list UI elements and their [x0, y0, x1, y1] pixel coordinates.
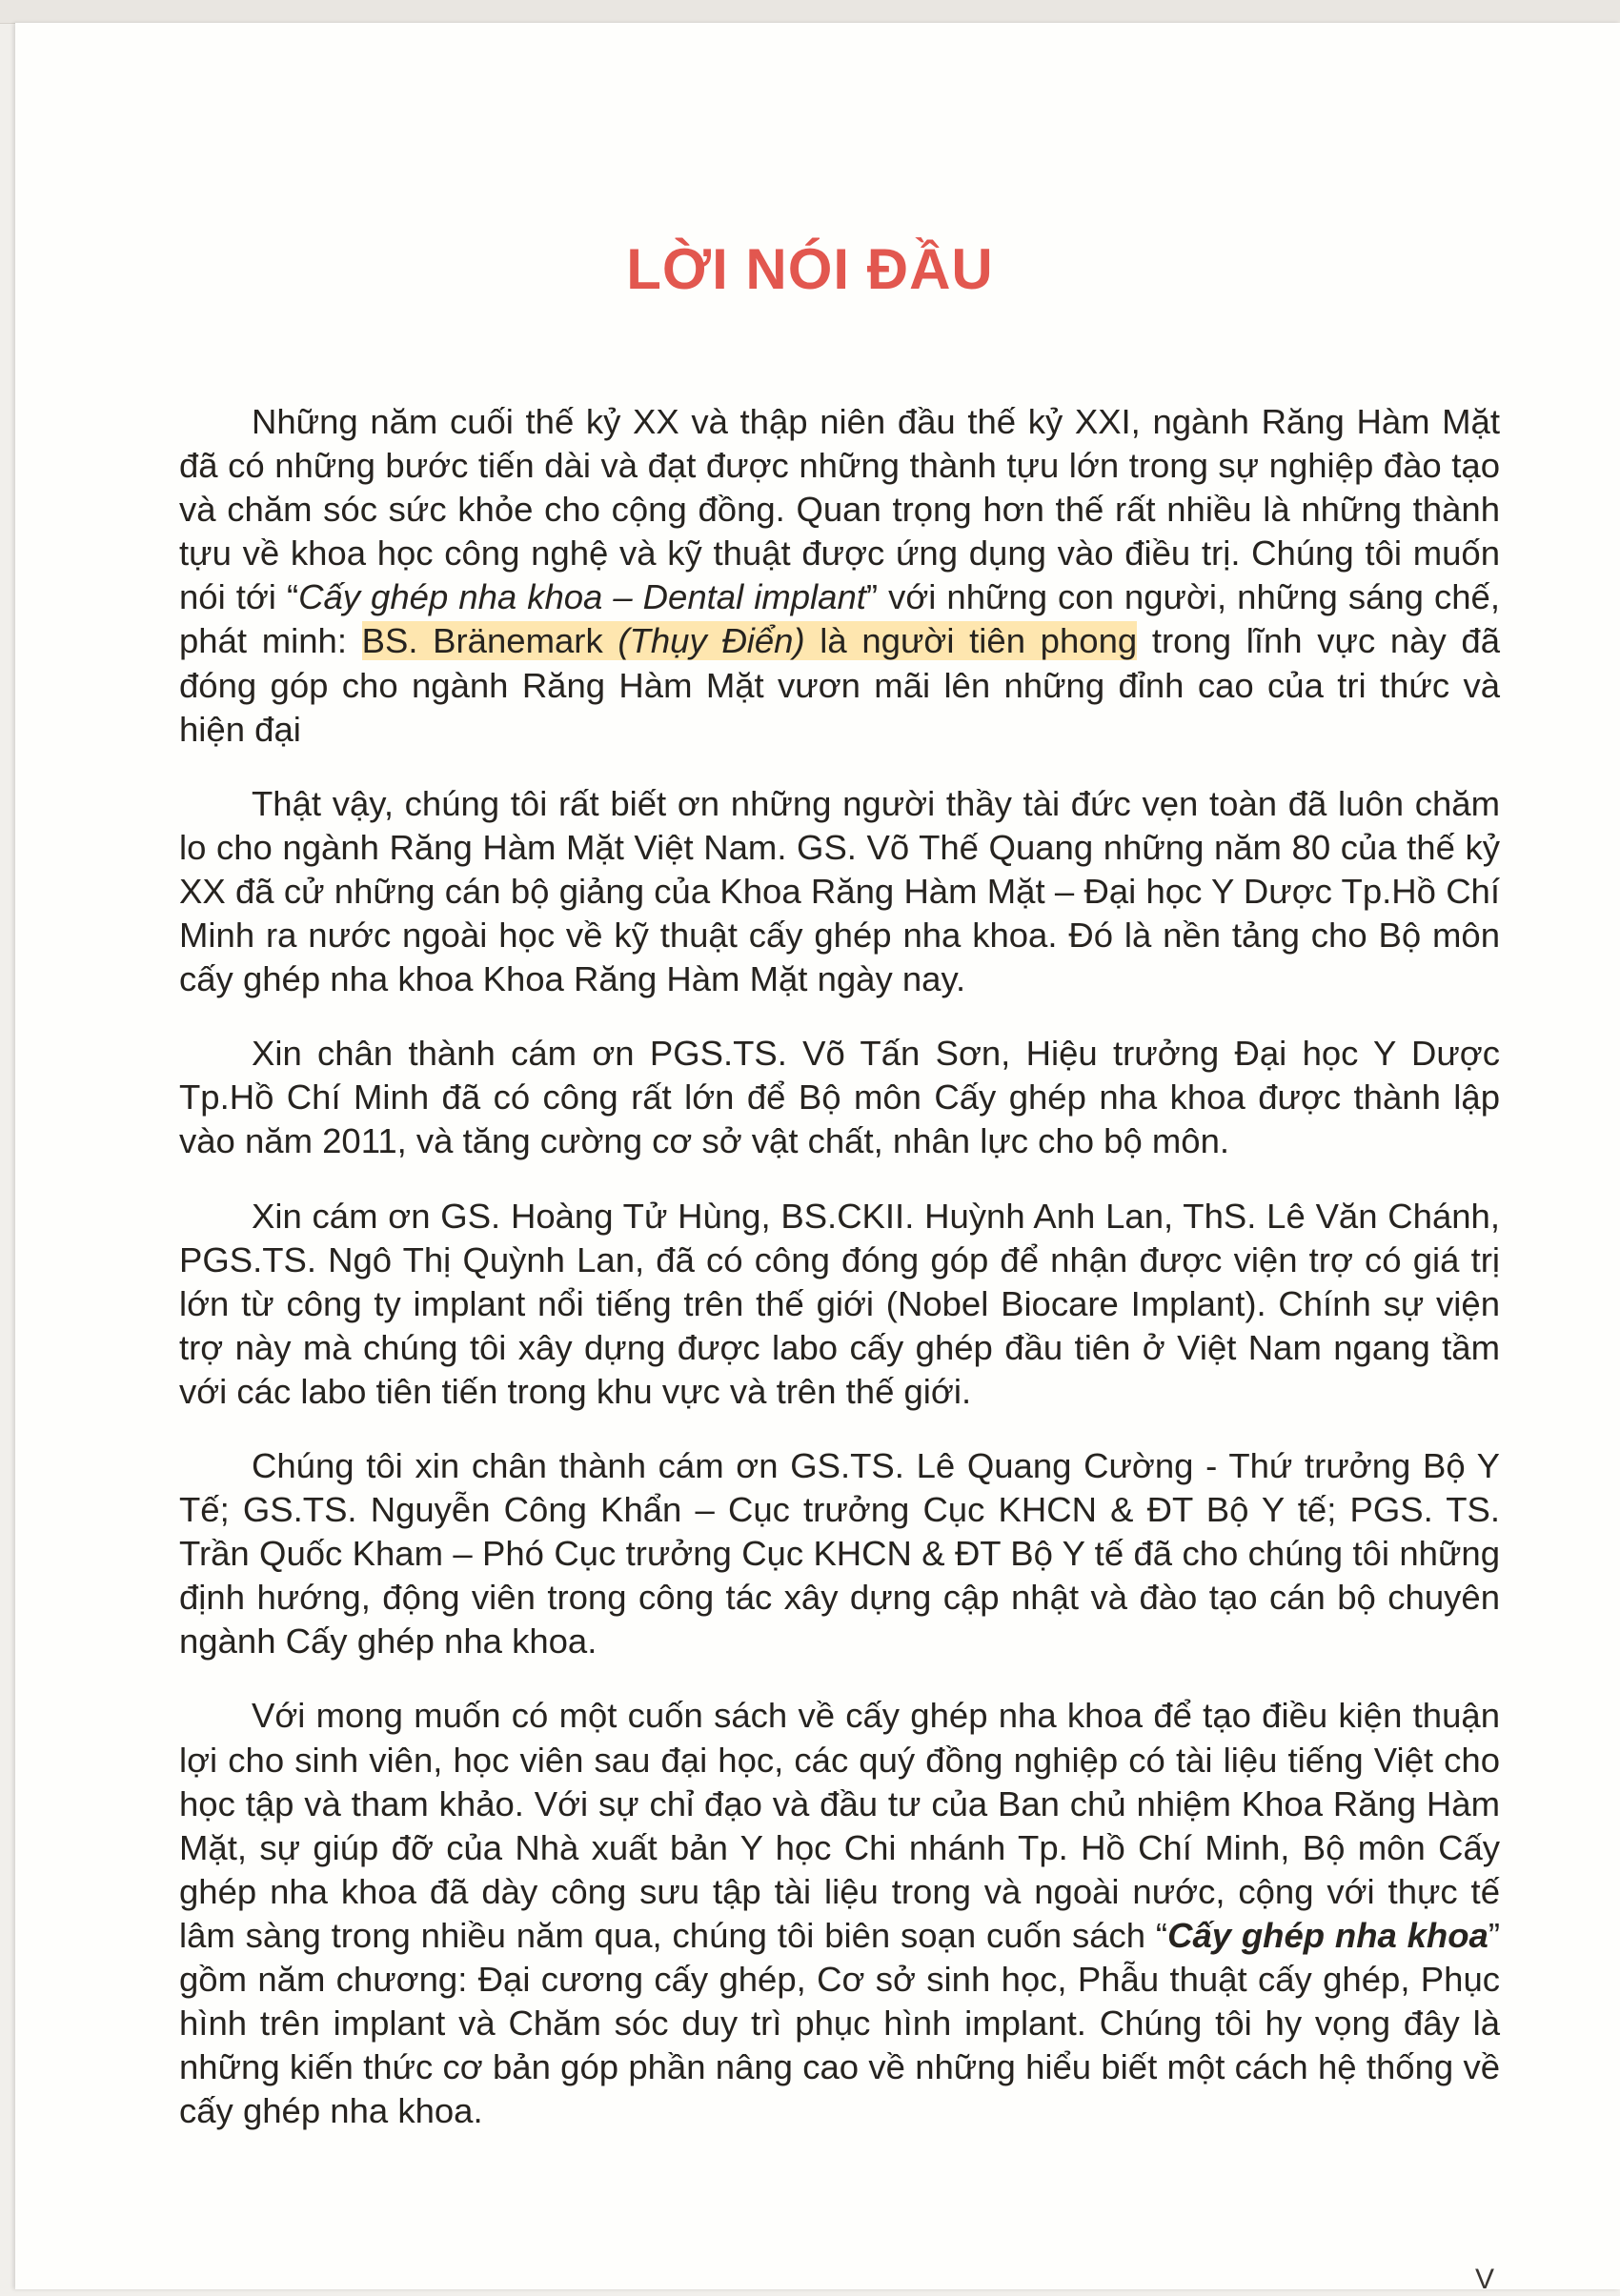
scan-edge	[0, 0, 1620, 24]
paragraph-6	[179, 1694, 1500, 2133]
paragraph-1-text-c: trong lĩnh vực này đã đóng góp cho ngành Răng Hàm Mặt vươn mãi lên những đỉnh cao của tri thức và hiện đại	[179, 621, 1501, 749]
paragraph-3: Xin chân thành cám ơn PGS.TS. Võ Tấn Sơn, Hiệu trưởng Đại học Y Dược Tp.Hồ Chí Minh đã có công rất lớn để Bộ môn Cấy ghép nha khoa được thành lập vào năm 2011, và tăng cường cơ sở vật chất, nhân lực cho bộ môn.	[179, 1034, 1500, 1161]
paragraph-1	[179, 400, 1500, 752]
paragraph-1-text-b: ” với những con người, những sáng chế, phát minh:	[179, 577, 1500, 661]
paragraph-4: Xin cám ơn GS. Hoàng Tử Hùng, BS.CKII. Huỳnh Anh Lan, ThS. Lê Văn Chánh, PGS.TS. Ngô Thị Quỳnh Lan, đã có công đóng góp để nhận được viện trợ có giá trị lớn từ công ty implant nổi tiếng trên thế giới (Nobel Biocare Implant). Chính sự viện trợ này mà chúng tôi xây dựng được labo cấy ghép đầu tiên ở Việt Nam ngang tầm với các labo tiên tiến trong khu vực và trên thế giới.	[179, 1196, 1500, 1411]
book-title: Cấy ghép nha khoa	[1167, 1915, 1488, 1955]
pioneer-text: là người tiên phong	[804, 621, 1138, 661]
paragraph-1-text-a: Những năm cuối thế kỷ XX và thập niên đầu thế kỷ XXI, ngành Răng Hàm Mặt đã có những bước tiến dài và đạt được những thành tựu lớn trong sự nghiệp đào tạo và chăm sóc sức khỏe cho cộng đồng. Quan trọng hơn thế rất nhiều là những thành tựu về khoa học công nghệ và kỹ thuật được ứng dụng vào điều trị. Chúng tôi muốn nói tới “	[179, 402, 1500, 617]
page-number: V	[1475, 2264, 1495, 2295]
dental-implant-term: Cấy ghép nha khoa – Dental implant	[298, 577, 866, 617]
paragraph-2: Thật vậy, chúng tôi rất biết ơn những người thầy tài đức vẹn toàn đã luôn chăm lo cho ngành Răng Hàm Mặt Việt Nam. GS. Võ Thế Quang những năm 80 của thế kỷ XX đã cử những cán bộ giảng của Khoa Răng Hàm Mặt – Đại học Y Dược Tp.Hồ Chí Minh ra nước ngoài học về kỹ thuật cấy ghép nha khoa. Đó là nền tảng cho Bộ môn cấy ghép nha khoa Khoa Răng Hàm Mặt ngày nay.	[179, 783, 1500, 999]
branemark-name: BS. Bränemark	[361, 621, 618, 661]
branemark-country: (Thụy Điển)	[618, 621, 805, 661]
paragraph-5: Chúng tôi xin chân thành cám ơn GS.TS. Lê Quang Cường - Thứ trưởng Bộ Y Tế; GS.TS. Nguyễn Công Khẩn – Cục trưởng Cục KHCN & ĐT Bộ Y tế; PGS. TS. Trần Quốc Kham – Phó Cục trưởng Cục KHCN & ĐT Bộ Y tế đã cho chúng tôi những định hướng, động viên trong công tác xây dựng cập nhật và đào tạo cán bộ chuyên ngành Cấy ghép nha khoa.	[179, 1445, 1500, 1662]
paragraph-6-text-b: ” gồm năm chương: Đại cương cấy ghép, Cơ sở sinh học, Phẫu thuật cấy ghép, Phục hình trên implant và Chăm sóc duy trì phục hình implant. Chúng tôi hy vọng đây là những kiến thức cơ bản góp phần nâng cao về những hiểu biết một cách hệ thống về cấy ghép nha khoa.	[179, 1915, 1500, 2131]
paragraph-6-text-a: Với mong muốn có một cuốn sách về cấy ghép nha khoa để tạo điều kiện thuận lợi cho sinh viên, học viên sau đại học, các quý đồng nghiệp có tài liệu tiếng Việt cho học tập và tham khảo. Với sự chỉ đạo và đầu tư của Ban chủ nhiệm Khoa Răng Hàm Mặt, sự giúp đỡ của Nhà xuất bản Y học Chi nhánh Tp. Hồ Chí Minh, Bộ môn Cấy ghép nha khoa đã dày công sưu tập tài liệu trong và ngoài nước, cộng với thực tế lâm sàng trong nhiều năm qua, chúng tôi biên soạn cuốn sách “	[179, 1696, 1500, 1955]
highlighted-text	[362, 621, 1138, 660]
preface-body	[179, 400, 1500, 2164]
page-title: LỜI NÓI ĐẦU	[626, 237, 994, 301]
